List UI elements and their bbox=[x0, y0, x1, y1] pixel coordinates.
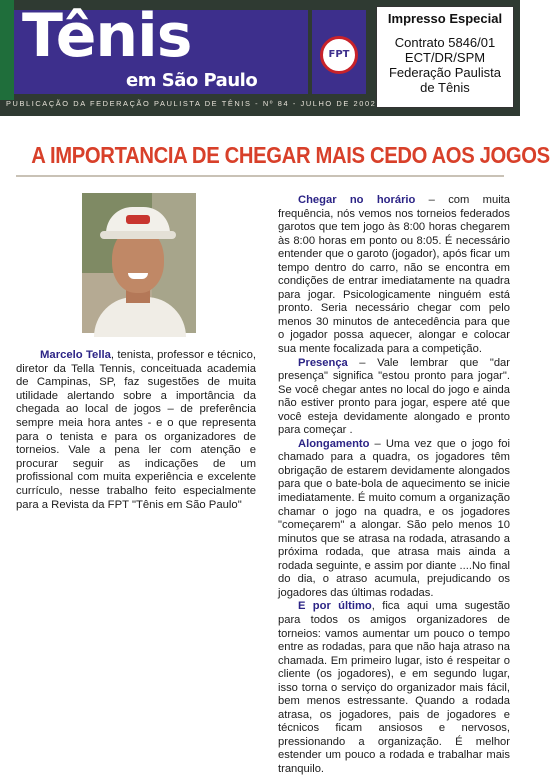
fpt-logo-icon bbox=[320, 36, 358, 74]
section-presenca bbox=[278, 357, 510, 438]
section-lead: Chegar no horário bbox=[298, 194, 416, 206]
stamp-federation: Federação Paulista bbox=[388, 65, 501, 80]
author-name: Marcelo Tella bbox=[40, 349, 111, 361]
section-text: – Vale lembrar que "dar presença" significa "estou pronto para jogar". Se você chegar antes no local do jogo e ainda não estiver pronto para jogar, espere até que você esteja devidamente alongado e pronto para começar . bbox=[278, 356, 510, 437]
publication-line: PUBLICAÇÃO DA FEDERAÇÃO PAULISTA DE TÊNIS - Nº 84 - JULHO DE 2002 bbox=[6, 99, 377, 108]
section-lead: Alongamento bbox=[298, 437, 370, 450]
headline-divider bbox=[16, 175, 504, 177]
stamp-title: Impresso Especial bbox=[387, 11, 503, 26]
magazine-title: Tênis bbox=[22, 1, 192, 71]
section-text: , fica aqui uma sugestão para todos os amigos organizadores de torneios: vamos aumentar um pouco o tempo entre as rodadas, para que não haja atraso na chamada. Em primeiro lugar, isto é respeitar o cliente (os jogadores), e em segundo lugar, isso torna o serviço do organizador mais fácil, bem menos estressante. Quando a rodada atrasa, os jogadores, pais de jogadores e técnicos ficam ansiosos e nervosos, pressionando a organização. É melhor estender um pouco a rodada e trabalhar mais tranquilo. bbox=[278, 600, 510, 775]
section-text: – Uma vez que o jogo foi chamado para a quadra, os jogadores têm obrigação de estarem devidamente alongados para que o bate-bola de aquecimento se inicie imediatamente. É muito comum a organização chamar o jogo na quadra, e os jogadores "começarem" a alongar. São pelo menos 10 minutos que se atrasa na rodada, atrasando a próxima rodada, que atrasa mais ainda a rodada seguinte, e assim por diante ....No final do dia, o atraso acumula, prejudicando os jogadores das últimas rodadas. bbox=[278, 437, 510, 599]
magazine-subtitle: em São Paulo bbox=[126, 70, 258, 91]
section-chegar bbox=[278, 194, 510, 357]
section-ultimo bbox=[278, 600, 510, 776]
article-headline: A IMPORTANCIA DE CHEGAR MAIS CEDO AOS JOGOS bbox=[31, 142, 550, 168]
masthead bbox=[0, 0, 520, 116]
magazine-title-box bbox=[14, 1, 308, 94]
section-lead: E por último bbox=[298, 600, 372, 613]
section-text: – com muita frequência, nós vemos nos torneios federados garotos que tem jogo às 8:00 horas chegarem às 8:00 horas em ponto ou 8:05. É necessário entender que o garoto (jogador), após ficar um tempo dentro do carro, não se encontra em condições de entrar imediatamente na quadra para jogar. Psicologicamente ninguém está pronto. Seria necessário chegar com pelo menos 30 minutos de antecedência para que o jogador possa aquecer, alongar e colocar sua mente focalizada para a competição. bbox=[278, 194, 511, 356]
article-body bbox=[278, 194, 510, 777]
fpt-logo-text: FPT bbox=[328, 49, 350, 60]
stamp-federation-2: de Tênis bbox=[420, 80, 470, 95]
stamp-ect: ECT/DR/SPM bbox=[404, 50, 486, 65]
author-photo bbox=[82, 193, 196, 333]
section-lead: Presença bbox=[298, 356, 348, 369]
article-intro bbox=[16, 349, 256, 512]
section-alongamento bbox=[278, 438, 510, 601]
intro-text: , tenista, professor e técnico, diretor da Tella Tennis, conceituada academia de Campinas, SP, faz sugestões de muita utilidade alertando sobre a importância da chegada ao local de jogos – de preferência sempre meia hora antes - e o que representa para o tenista e para os organizadores de torneios. Vale a pena ler com atenção e procurar seguir as indicações de um profissional com muita experiência e excelente currículo, nesse trabalho feito especialmente para a Revista da FPT "Tênis em São Paulo" bbox=[16, 349, 256, 511]
masthead-green-strip bbox=[0, 0, 14, 100]
postage-stamp-box bbox=[376, 6, 514, 108]
logo-box bbox=[312, 10, 366, 94]
stamp-contract: Contrato 5846/01 bbox=[394, 35, 496, 50]
